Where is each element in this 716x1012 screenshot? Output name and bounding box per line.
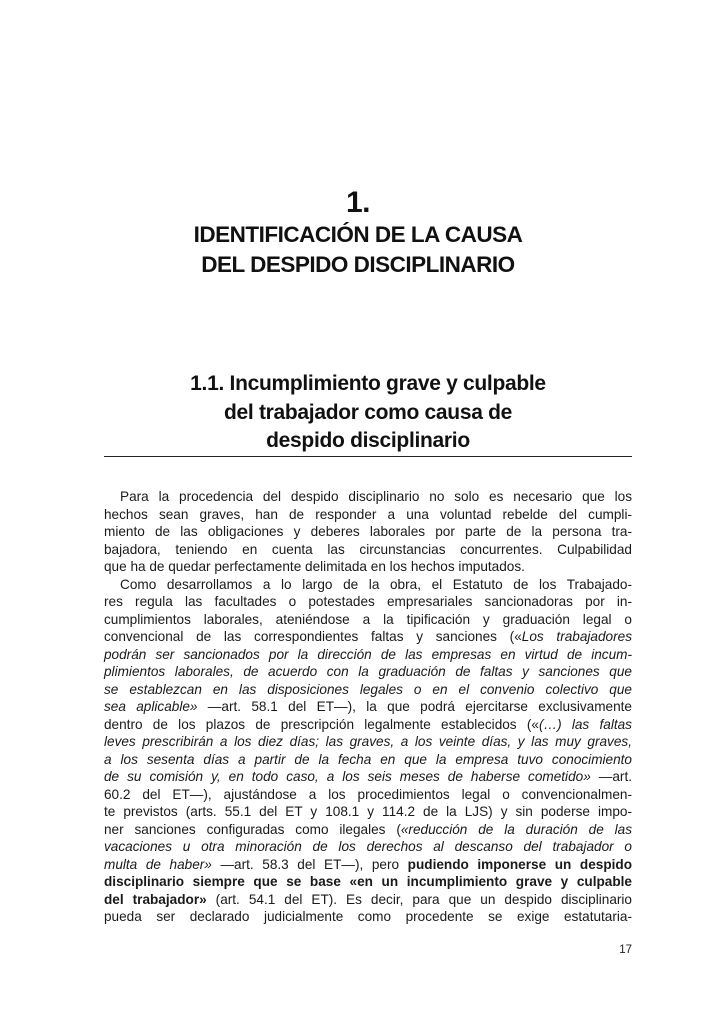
- paragraph-1: [104, 488, 632, 576]
- text-line: cumplimientos laborales, ateniéndose a la tipificación y graduación legal o: [104, 611, 632, 627]
- chapter-heading: [0, 186, 716, 280]
- text-line: [104, 733, 632, 751]
- italic-quote: vacaciones u otra minoración de los derechos al descanso del trabajador o: [104, 839, 632, 854]
- italic-quote: «reducción de la duración de las: [400, 821, 632, 837]
- text-line: Para la procedencia del despido disciplinario no solo es necesario que los: [120, 489, 632, 504]
- bold-emphasis: del trabajador»: [104, 891, 207, 907]
- text-line: pueda ser declarado judicialmente como procedente se exige estatutaria-: [104, 909, 632, 924]
- text-line: [104, 838, 632, 856]
- text-line: res regula las facultades o potestades empresariales sancionadoras por in-: [104, 594, 632, 609]
- italic-quote: sea aplicable»: [104, 699, 198, 714]
- text-segment: —art. 58.3 del ET—), pero: [211, 856, 408, 872]
- section-title-line-2: del trabajador como causa de: [223, 400, 513, 424]
- chapter-number: 1.: [345, 186, 371, 219]
- text-line: [104, 873, 632, 891]
- italic-quote: leves prescribirán a los diez días; las graves, a los veinte días, y las muy graves,: [104, 734, 632, 749]
- italic-quote: se establezcan en las disposiciones legales o en el convenio colectivo que: [104, 681, 632, 697]
- italic-quote: podrán ser sancionados por la dirección de las empresas en virtud de incum-: [104, 646, 632, 662]
- text-line: [104, 768, 632, 786]
- text-line: [104, 821, 632, 839]
- section-divider: [104, 456, 632, 457]
- text-line: hechos sean graves, han de responder a una voluntad rebelde del cumpli-: [104, 506, 632, 522]
- section-heading: [104, 370, 632, 456]
- text-segment: ner sanciones configuradas como ilegales (: [104, 821, 401, 837]
- text-segment: —art. 58.1 del ET—), la que podrá ejercitarse exclusivamente: [197, 699, 632, 714]
- text-line: [104, 663, 632, 681]
- text-line: [104, 681, 632, 699]
- italic-quote: de su comisión y, en todo caso, a los seis meses de haberse cometido»: [104, 769, 591, 784]
- italic-quote: a los sesenta días a partir de la fecha en que la empresa tuvo conocimiento: [104, 751, 632, 767]
- chapter-title-line-2: DEL DESPIDO DISCIPLINARIO: [201, 252, 515, 277]
- bold-emphasis: disciplinario siempre que se base «en un incumplimiento grave y culpable: [104, 874, 632, 889]
- text-segment: dentro de los plazos de prescripción legalmente establecidos («: [104, 716, 539, 732]
- text-line: 60.2 del ET—), ajustándose a los procedimientos legal o convencionalmen-: [104, 786, 632, 802]
- text-segment: convencional de las correspondientes faltas y sanciones («: [104, 629, 522, 644]
- text-line: [104, 856, 632, 874]
- text-line: [104, 716, 632, 734]
- text-line: te previstos (arts. 55.1 del ET y 108.1 y 114.2 de la LJS) y sin poderse impo-: [104, 804, 632, 819]
- text-line: miento de las obligaciones y deberes laborales por parte de la persona tra-: [104, 524, 632, 539]
- italic-quote: plimientos laborales, de acuerdo con la graduación de faltas y sanciones que: [104, 664, 632, 679]
- italic-quote: Los trabajadores: [521, 629, 632, 644]
- page-number: 17: [619, 944, 632, 956]
- italic-quote: multa de haber»: [104, 856, 212, 872]
- text-line: Como desarrollamos a lo largo de la obra, el Estatuto de los Trabajado-: [120, 576, 632, 592]
- section-title-line-1: 1.1. Incumplimiento grave y culpable: [190, 372, 546, 395]
- text-line: bajadora, teniendo en cuenta las circunstancias concurrentes. Culpabilidad: [104, 541, 632, 557]
- bold-emphasis: pudiendo imponerse un despido: [407, 856, 633, 872]
- text-line: [104, 751, 632, 769]
- paragraph-2: [104, 576, 632, 926]
- italic-quote: (…) las faltas: [538, 716, 632, 732]
- chapter-title-line-1: IDENTIFICACIÓN DE LA CAUSA: [193, 222, 523, 247]
- section-title-line-3: despido disciplinario: [266, 429, 470, 452]
- text-line: [104, 698, 632, 716]
- text-line: [104, 628, 632, 646]
- text-line: que ha de quedar perfectamente delimitada en los hechos imputados.: [104, 559, 525, 574]
- body-text: [104, 488, 632, 926]
- text-line: [104, 646, 632, 664]
- text-segment: (art. 54.1 del ET). Es decir, para que un despido disciplinario: [206, 891, 632, 907]
- text-line: [104, 891, 632, 909]
- text-segment: —art.: [590, 769, 632, 784]
